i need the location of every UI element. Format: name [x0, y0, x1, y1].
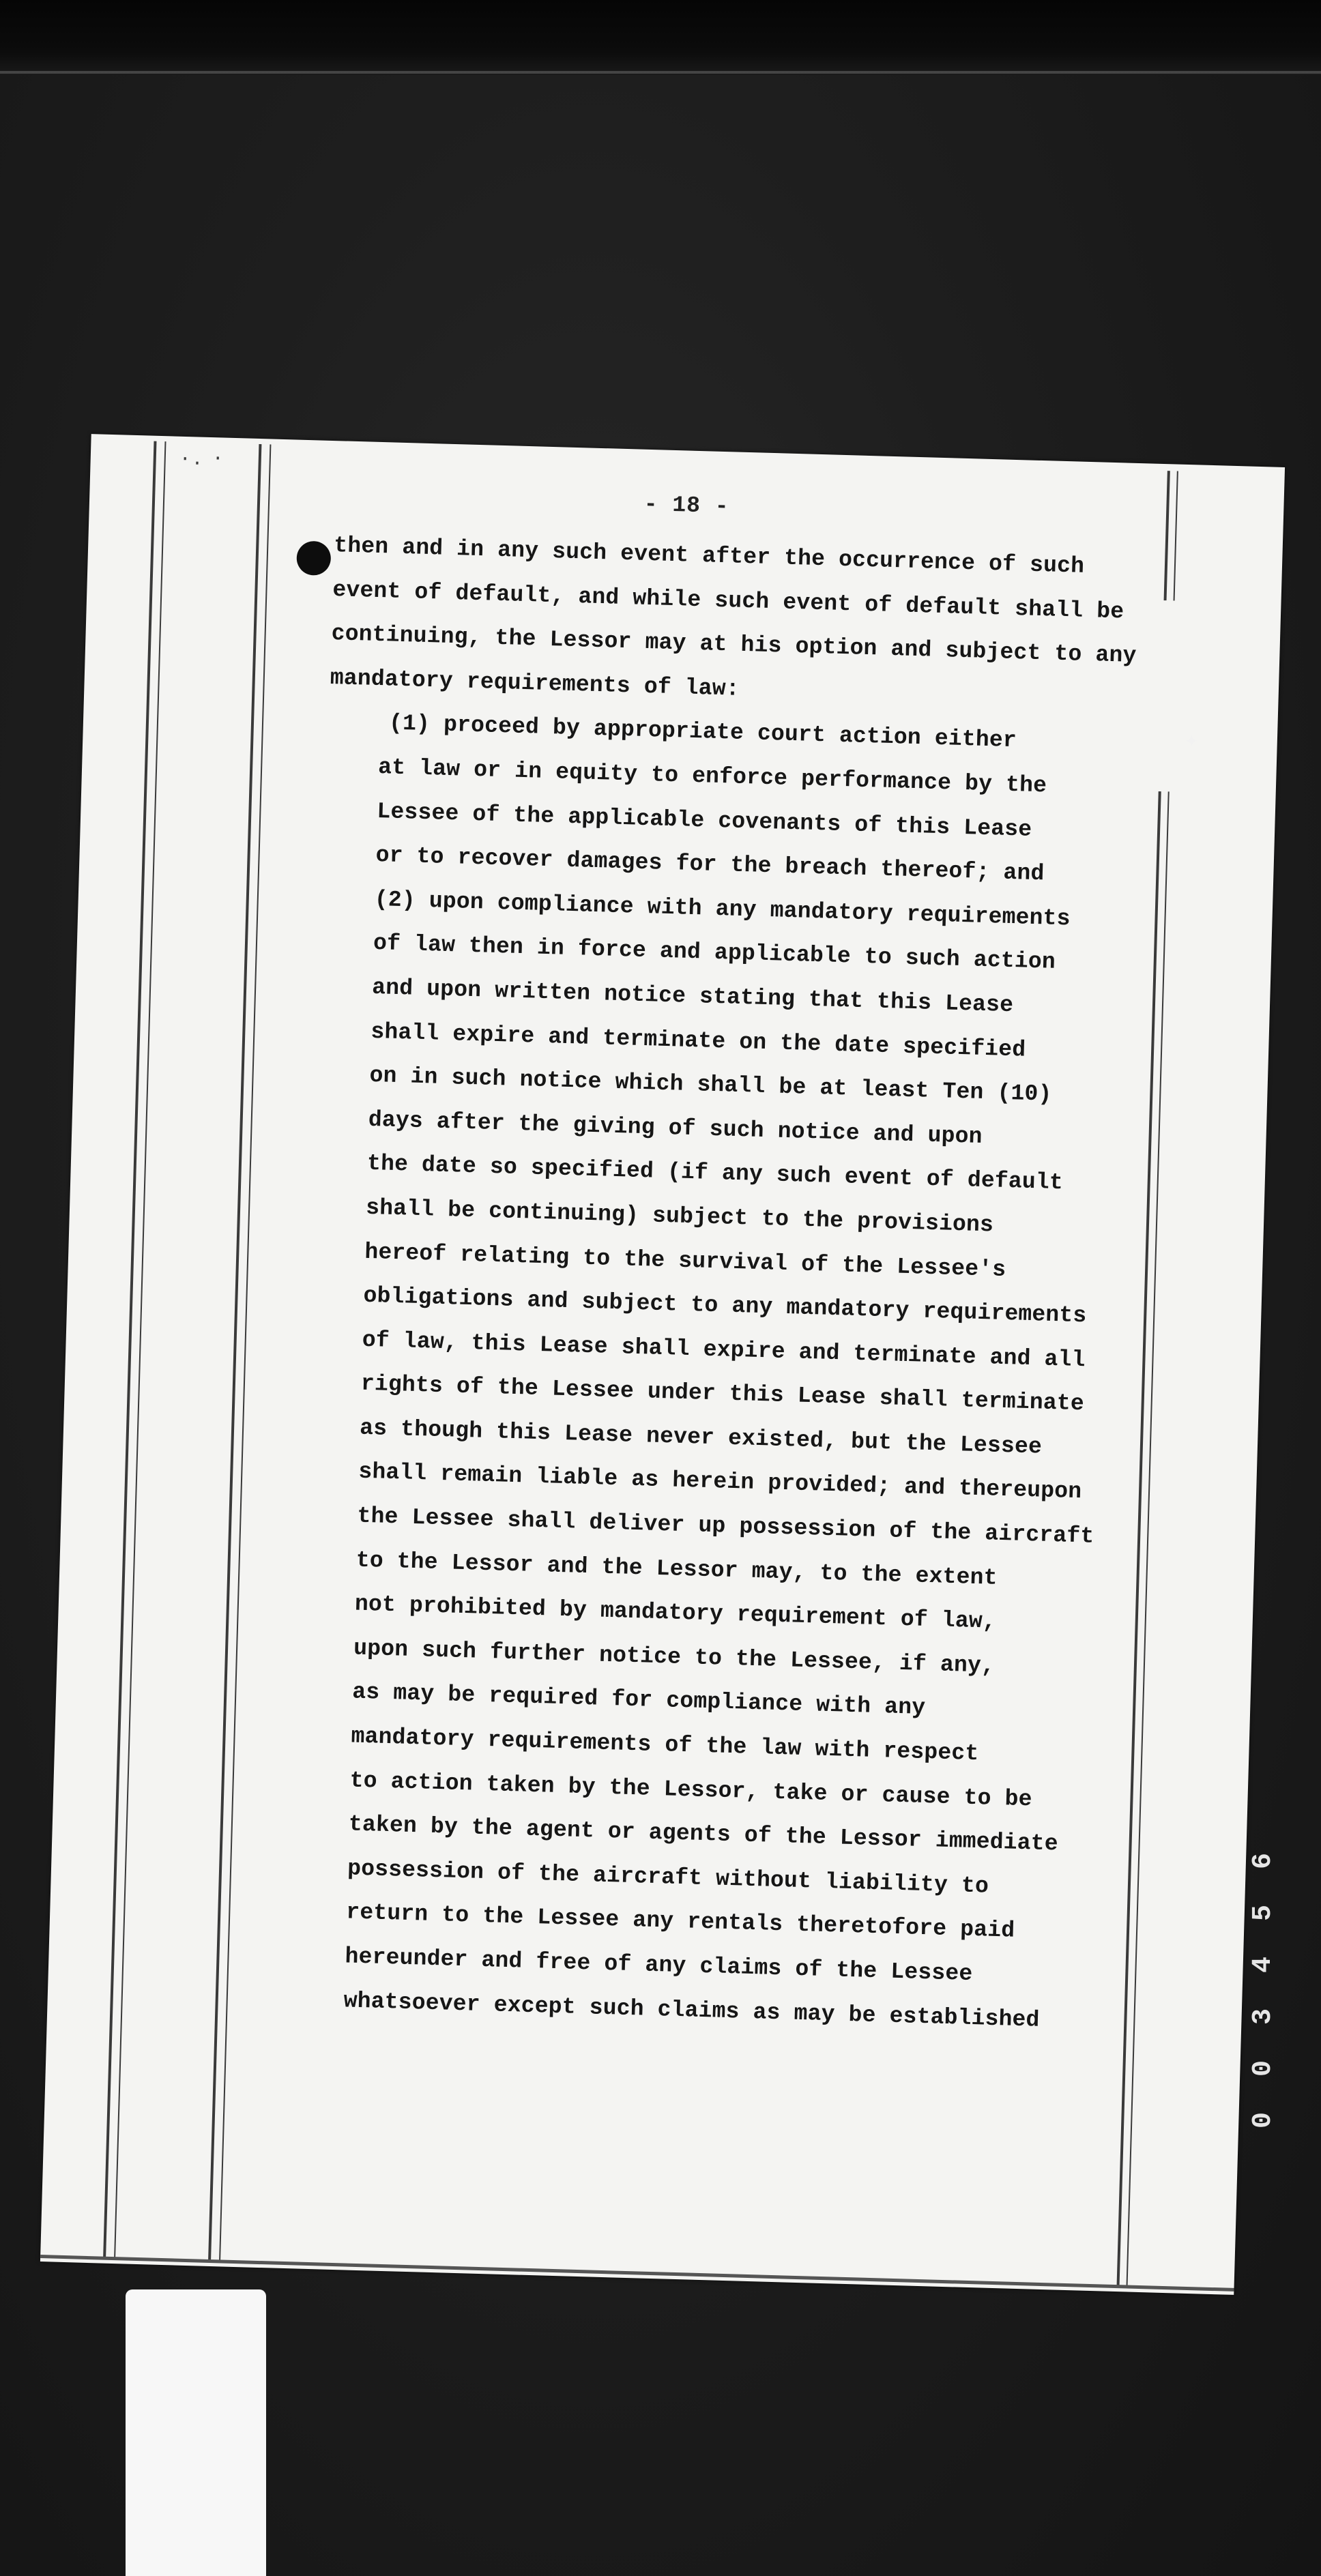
text-line: continuing, the Lessor may at his option and subject to any	[331, 621, 1137, 669]
text-line: not prohibited by mandatory requirement of law,	[354, 1591, 997, 1635]
text-line-clause-2: (2) upon compliance with any mandatory requirements	[374, 886, 1071, 932]
speck-mark: ·	[179, 448, 192, 471]
film-leader-strip	[126, 2289, 266, 2576]
text-line: to the Lessor and the Lessor may, to the extent	[355, 1547, 998, 1591]
text-line: on in such notice which shall be at least Ten (10)	[369, 1062, 1052, 1107]
text-line: and upon written notice stating that this Lease	[371, 974, 1014, 1019]
frame-digit: 5	[1247, 1904, 1279, 1922]
speck-mark: ·	[191, 453, 203, 475]
text-line: return to the Lessee any rentals theretofore paid	[345, 1899, 1015, 1944]
frame-digit: 0	[1247, 2060, 1279, 2077]
text-line: mandatory requirements of law:	[330, 664, 740, 702]
text-line: as may be required for compliance with any	[351, 1679, 926, 1721]
text-line: shall remain liable as herein provided; and thereupon	[358, 1459, 1082, 1505]
text-line: days after the giving of such notice and upon	[368, 1107, 983, 1150]
lease-text-body	[293, 524, 1146, 2045]
text-line: then and in any such event after the occurrence of such	[333, 533, 1085, 579]
film-frame-number	[1245, 1835, 1283, 2129]
text-line: to action taken by the Lessor, take or cause to be	[349, 1768, 1033, 1812]
text-line: shall be continuing) subject to the provisions	[365, 1195, 994, 1238]
text-line: hereof relating to the survival of the Lessee's	[364, 1239, 1006, 1283]
frame-digit: 3	[1247, 2008, 1279, 2025]
film-top-edge	[0, 0, 1321, 75]
frame-digit: 4	[1247, 1956, 1279, 1974]
film-edge-line	[0, 71, 1321, 74]
text-line: the date so specified (if any such event of default	[366, 1151, 1064, 1196]
text-line: hereunder and free of any claims of the Lessee	[345, 1944, 973, 1987]
text-line: the Lessee shall deliver up possession of the aircraft	[357, 1503, 1094, 1549]
maple-leaf-icon: ✦	[1185, 729, 1199, 755]
text-line: taken by the agent or agents of the Lessor immediate	[348, 1811, 1059, 1857]
text-line: obligations and subject to any mandatory requirements	[363, 1283, 1087, 1329]
speck-mark: ·	[212, 448, 224, 470]
text-line: event of default, and while such event of default shall be	[332, 576, 1124, 625]
frame-digit: 0	[1247, 2111, 1279, 2129]
text-line-clause-1: (1) proceed by appropriate court action either	[388, 710, 1017, 754]
text-line: of law then in force and applicable to such action	[373, 931, 1056, 976]
text-line: Lessee of the applicable covenants of this Lease	[376, 798, 1032, 843]
text-line: of law, this Lease shall expire and terminate and all	[362, 1327, 1086, 1373]
text-line: at law or in equity to enforce performance by the	[377, 754, 1047, 799]
text-line: upon such further notice to the Lessee, if any,	[353, 1635, 996, 1679]
text-line: possession of the aircraft without liability to	[347, 1856, 989, 1899]
text-line: mandatory requirements of the law with respect	[351, 1723, 979, 1767]
text-line: as though this Lease never existed, but the Lessee	[359, 1415, 1043, 1460]
frame-digit: 6	[1247, 1852, 1279, 1870]
text-line: rights of the Lessee under this Lease shall terminate	[360, 1371, 1085, 1417]
text-line: or to recover damages for the breach thereof; and	[375, 843, 1045, 887]
page-number: - 18 -	[643, 491, 730, 520]
text-line: shall expire and terminate on the date specified	[370, 1019, 1026, 1063]
document-page	[40, 434, 1285, 2295]
text-line: whatsoever except such claims as may be established	[343, 1987, 1041, 2033]
